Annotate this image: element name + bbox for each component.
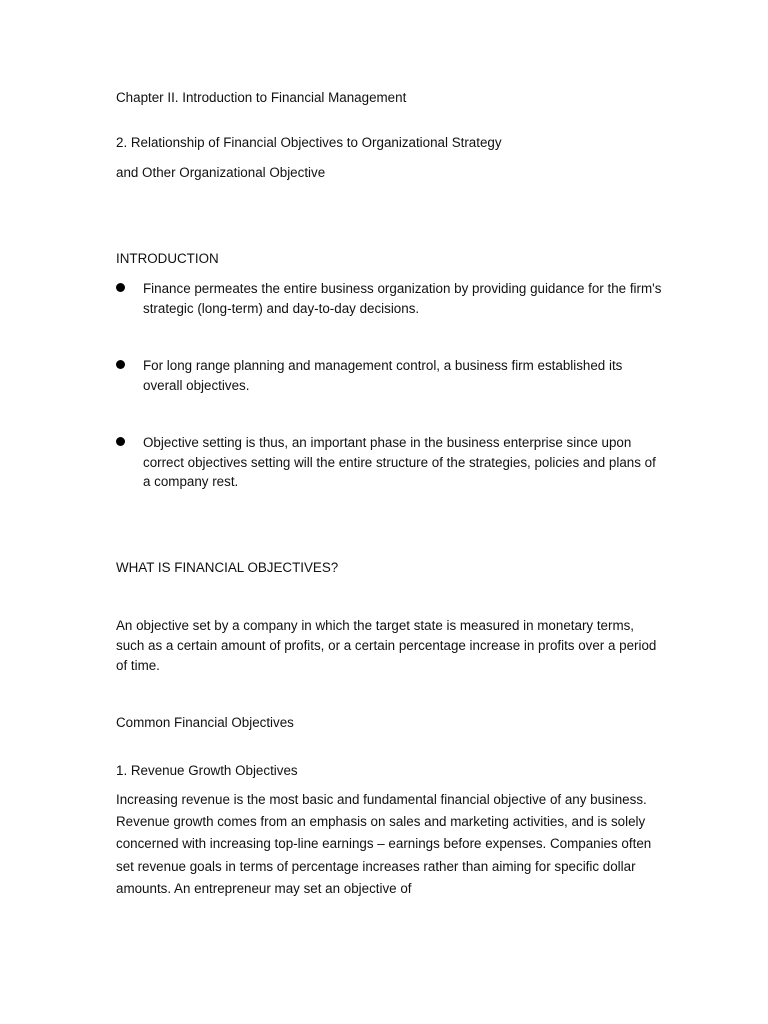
what-is-heading: WHAT IS FINANCIAL OBJECTIVES? — [116, 560, 339, 575]
revenue-paragraph: Increasing revenue is the most basic and fundamental financial objective of any business. Revenue growth comes from an emphasis on sales and marketing activities, and is solely concerned with increasing top-line earnings – earnings before expenses. Companies often set revenue goals in terms of percentage increases rather than aiming for specific dollar amounts. An entrepreneur may set an objective of — [116, 792, 652, 896]
section-title-line-1: 2. Relationship of Financial Objectives to Organizational Strategy — [116, 135, 502, 150]
common-objectives-heading: Common Financial Objectives — [116, 715, 294, 730]
revenue-heading: 1. Revenue Growth Objectives — [116, 763, 298, 778]
chapter-title: Chapter II. Introduction to Financial Management — [116, 90, 407, 105]
bullet-icon — [116, 437, 125, 446]
introduction-heading: INTRODUCTION — [116, 251, 219, 266]
definition-paragraph: An objective set by a company in which the target state is measured in monetary terms, such as a certain amount of profits, or a certain percentage increase in profits over a period of time. — [116, 618, 657, 673]
bullet-text: Objective setting is thus, an important phase in the business enterprise since upon correct objectives setting will the entire structure of the strategies, policies and plans of a company rest. — [143, 435, 656, 489]
bullet-text: For long range planning and management control, a business firm established its overall objectives. — [143, 358, 623, 393]
bullet-icon — [116, 360, 125, 369]
bullet-text: Finance permeates the entire business organization by providing guidance for the firm's strategic (long-term) and day-to-day decisions. — [143, 281, 662, 316]
section-title-line-2: and Other Organizational Objective — [116, 165, 326, 180]
bullet-icon — [116, 283, 125, 292]
